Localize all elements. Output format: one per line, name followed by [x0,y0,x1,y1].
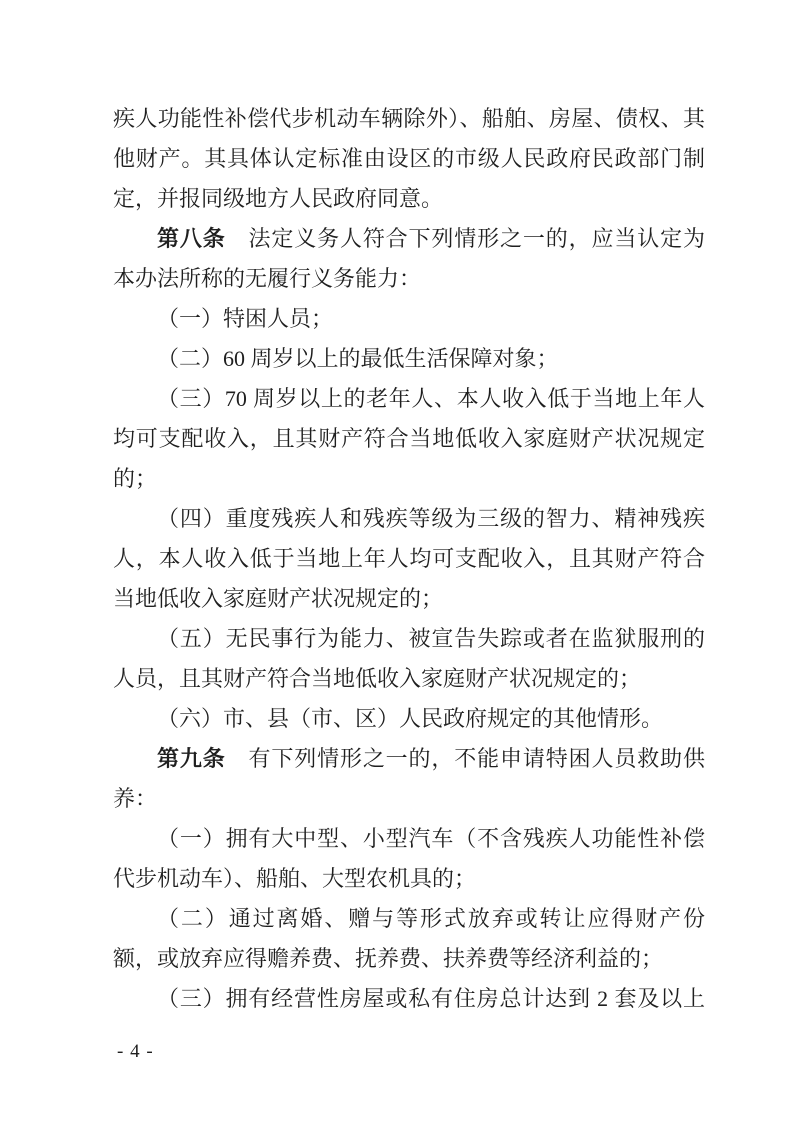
paragraph-text: （一）拥有大中型、小型汽车（不含残疾人功能性补偿代步机动车）、船舶、大型农机具的； [113,826,705,891]
paragraph [113,899,705,979]
paragraph [113,979,705,1019]
paragraph-text: （一）特困人员； [157,306,334,331]
paragraph-text: 疾人功能性补偿代步机动车辆除外）、船舶、房屋、债权、其他财产。其具体认定标准由设区的市级人民政府民政部门制定，并报同级地方人民政府同意。 [113,106,705,211]
paragraph-text: （三）拥有经营性房屋或私有住房总计达到 2 套及以上 [157,986,705,1011]
paragraph [113,99,705,219]
paragraph [113,819,705,899]
paragraph [113,219,705,299]
paragraph [113,379,705,499]
article-number: 第九条 [157,746,226,771]
paragraph-text: 有下列情形之一的，不能申请特困人员救助供养： [113,746,705,811]
paragraph-text: （六）市、县（市、区）人民政府规定的其他情形。 [157,706,664,731]
paragraph [113,739,705,819]
paragraph [113,299,705,339]
paragraph [113,619,705,699]
paragraph-text: （四）重度残疾人和残疾等级为三级的智力、精神残疾人，本人收入低于当地上年人均可支配收入，且其财产符合当地低收入家庭财产状况规定的； [113,506,705,611]
paragraph-text: （二）60 周岁以上的最低生活保障对象； [157,346,559,371]
paragraph-text: （五）无民事行为能力、被宣告失踪或者在监狱服刑的人员，且其财产符合当地低收入家庭财产状况规定的； [113,626,705,691]
paragraph-text: 法定义务人符合下列情形之一的，应当认定为本办法所称的无履行义务能力： [113,226,705,291]
page-number: - 4 - [117,1041,154,1062]
paragraph [113,339,705,379]
article-number: 第八条 [157,226,226,251]
paragraph [113,699,705,739]
paragraph-text: （二）通过离婚、赠与等形式放弃或转让应得财产份额，或放弃应得赡养费、抚养费、扶养费等经济利益的； [113,906,705,971]
paragraph [113,499,705,619]
paragraph-text: （三）70 周岁以上的老年人、本人收入低于当地上年人均可支配收入，且其财产符合当地低收入家庭财产状况规定的； [113,386,705,491]
document-body [113,99,705,1019]
